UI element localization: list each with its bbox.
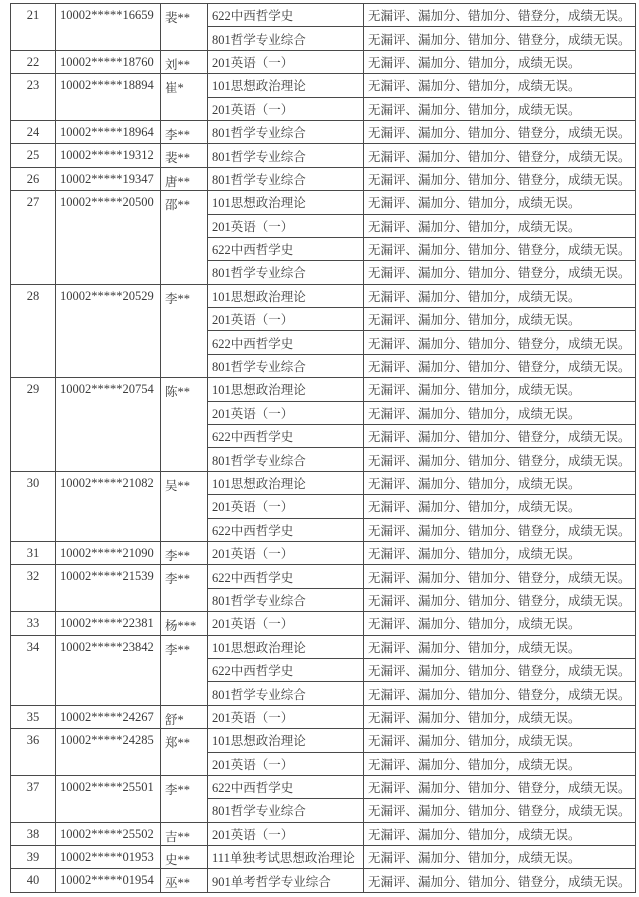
- table-row: [11, 635, 636, 658]
- review-result-cell: 无漏评、漏加分、错加分、错登分，成绩无误。: [364, 775, 636, 798]
- subject-cell: 622中西哲学史: [208, 658, 364, 681]
- review-result-cell: 无漏评、漏加分、错加分、错登分，成绩无误。: [364, 331, 636, 354]
- review-result-cell: 无漏评、漏加分、错加分、错登分，成绩无误。: [364, 144, 636, 167]
- table-row: [11, 612, 636, 635]
- subject-cell: 201英语（一）: [208, 752, 364, 775]
- candidate-id-cell: 10002*****18964: [56, 120, 161, 143]
- review-result-cell: 无漏评、漏加分、错加分、错登分，成绩无误。: [364, 237, 636, 260]
- candidate-name-cell: 吉**: [161, 822, 208, 845]
- table-row: [11, 869, 636, 892]
- subject-cell: 101思想政治理论: [208, 471, 364, 494]
- subject-cell: 201英语（一）: [208, 97, 364, 120]
- row-number-cell: 24: [11, 120, 56, 143]
- subject-cell: 801哲学专业综合: [208, 167, 364, 190]
- table-row: [11, 50, 636, 73]
- review-result-cell: 无漏评、漏加分、错加分、错登分，成绩无误。: [364, 682, 636, 705]
- subject-cell: 201英语（一）: [208, 308, 364, 331]
- review-result-cell: 无漏评、漏加分、错加分、错登分，成绩无误。: [364, 167, 636, 190]
- subject-cell: 101思想政治理论: [208, 378, 364, 401]
- review-result-cell: 无漏评、漏加分、错加分，成绩无误。: [364, 822, 636, 845]
- candidate-name-cell: 李**: [161, 775, 208, 822]
- subject-cell: 622中西哲学史: [208, 518, 364, 541]
- table-row: [11, 822, 636, 845]
- subject-cell: 201英语（一）: [208, 495, 364, 518]
- subject-cell: 622中西哲学史: [208, 331, 364, 354]
- table-row: [11, 775, 636, 798]
- subject-cell: 201英语（一）: [208, 541, 364, 564]
- row-number-cell: 32: [11, 565, 56, 612]
- table-row: [11, 378, 636, 401]
- review-result-cell: 无漏评、漏加分、错加分，成绩无误。: [364, 846, 636, 869]
- row-number-cell: 23: [11, 74, 56, 121]
- subject-cell: 101思想政治理论: [208, 191, 364, 214]
- row-number-cell: 35: [11, 705, 56, 728]
- table-row: [11, 4, 636, 27]
- review-result-cell: 无漏评、漏加分、错加分，成绩无误。: [364, 97, 636, 120]
- review-result-cell: 无漏评、漏加分、错加分、错登分，成绩无误。: [364, 658, 636, 681]
- review-result-cell: 无漏评、漏加分、错加分、错登分，成绩无误。: [364, 565, 636, 588]
- subject-cell: 801哲学专业综合: [208, 120, 364, 143]
- candidate-id-cell: 10002*****25502: [56, 822, 161, 845]
- table-row: [11, 167, 636, 190]
- subject-cell: 622中西哲学史: [208, 775, 364, 798]
- subject-cell: 201英语（一）: [208, 50, 364, 73]
- review-result-cell: 无漏评、漏加分、错加分、错登分，成绩无误。: [364, 120, 636, 143]
- review-result-cell: 无漏评、漏加分、错加分，成绩无误。: [364, 378, 636, 401]
- review-result-cell: 无漏评、漏加分、错加分、错登分，成绩无误。: [364, 448, 636, 471]
- subject-cell: 801哲学专业综合: [208, 588, 364, 611]
- review-result-cell: 无漏评、漏加分、错加分、错登分，成绩无误。: [364, 869, 636, 892]
- candidate-name-cell: 裴**: [161, 144, 208, 167]
- subject-cell: 801哲学专业综合: [208, 354, 364, 377]
- subject-cell: 101思想政治理论: [208, 635, 364, 658]
- review-result-cell: 无漏评、漏加分、错加分，成绩无误。: [364, 541, 636, 564]
- candidate-name-cell: 吴**: [161, 471, 208, 541]
- table-row: [11, 284, 636, 307]
- candidate-name-cell: 杨***: [161, 612, 208, 635]
- candidate-id-cell: 10002*****21082: [56, 471, 161, 541]
- row-number-cell: 30: [11, 471, 56, 541]
- review-result-cell: 无漏评、漏加分、错加分、错登分，成绩无误。: [364, 27, 636, 50]
- candidate-id-cell: 10002*****18894: [56, 74, 161, 121]
- row-number-cell: 33: [11, 612, 56, 635]
- candidate-id-cell: 10002*****21539: [56, 565, 161, 612]
- review-result-cell: 无漏评、漏加分、错加分，成绩无误。: [364, 74, 636, 97]
- review-result-cell: 无漏评、漏加分、错加分、错登分，成绩无误。: [364, 261, 636, 284]
- review-result-cell: 无漏评、漏加分、错加分、错登分，成绩无误。: [364, 425, 636, 448]
- candidate-name-cell: 郑**: [161, 729, 208, 776]
- review-result-cell: 无漏评、漏加分、错加分，成绩无误。: [364, 729, 636, 752]
- subject-cell: 101思想政治理论: [208, 284, 364, 307]
- review-result-cell: 无漏评、漏加分、错加分，成绩无误。: [364, 308, 636, 331]
- row-number-cell: 25: [11, 144, 56, 167]
- table-row: [11, 541, 636, 564]
- row-number-cell: 28: [11, 284, 56, 378]
- subject-cell: 101思想政治理论: [208, 729, 364, 752]
- review-result-cell: 无漏评、漏加分、错加分，成绩无误。: [364, 191, 636, 214]
- subject-cell: 801哲学专业综合: [208, 27, 364, 50]
- table-row: [11, 120, 636, 143]
- candidate-id-cell: 10002*****21090: [56, 541, 161, 564]
- candidate-id-cell: 10002*****24267: [56, 705, 161, 728]
- candidate-id-cell: 10002*****16659: [56, 4, 161, 51]
- candidate-name-cell: 李**: [161, 120, 208, 143]
- subject-cell: 801哲学专业综合: [208, 799, 364, 822]
- candidate-id-cell: 10002*****18760: [56, 50, 161, 73]
- candidate-name-cell: 李**: [161, 284, 208, 378]
- score-review-table: [10, 3, 636, 893]
- review-result-cell: 无漏评、漏加分、错加分、错登分，成绩无误。: [364, 799, 636, 822]
- review-result-cell: 无漏评、漏加分、错加分，成绩无误。: [364, 50, 636, 73]
- candidate-id-cell: 10002*****22381: [56, 612, 161, 635]
- table-row: [11, 729, 636, 752]
- review-result-cell: 无漏评、漏加分、错加分，成绩无误。: [364, 214, 636, 237]
- subject-cell: 201英语（一）: [208, 822, 364, 845]
- subject-cell: 801哲学专业综合: [208, 144, 364, 167]
- review-result-cell: 无漏评、漏加分、错加分，成绩无误。: [364, 495, 636, 518]
- review-result-cell: 无漏评、漏加分、错加分，成绩无误。: [364, 612, 636, 635]
- row-number-cell: 36: [11, 729, 56, 776]
- subject-cell: 201英语（一）: [208, 401, 364, 424]
- review-result-cell: 无漏评、漏加分、错加分、错登分，成绩无误。: [364, 4, 636, 27]
- candidate-id-cell: 10002*****20529: [56, 284, 161, 378]
- subject-cell: 111单独考试思想政治理论: [208, 846, 364, 869]
- table-row: [11, 846, 636, 869]
- row-number-cell: 31: [11, 541, 56, 564]
- row-number-cell: 38: [11, 822, 56, 845]
- subject-cell: 101思想政治理论: [208, 74, 364, 97]
- candidate-name-cell: 史**: [161, 846, 208, 869]
- candidate-name-cell: 陈**: [161, 378, 208, 472]
- review-result-cell: 无漏评、漏加分、错加分，成绩无误。: [364, 705, 636, 728]
- candidate-id-cell: 10002*****25501: [56, 775, 161, 822]
- candidate-name-cell: 刘**: [161, 50, 208, 73]
- candidate-name-cell: 李**: [161, 541, 208, 564]
- candidate-id-cell: 10002*****24285: [56, 729, 161, 776]
- review-result-cell: 无漏评、漏加分、错加分、错登分，成绩无误。: [364, 354, 636, 377]
- candidate-id-cell: 10002*****20500: [56, 191, 161, 285]
- review-result-cell: 无漏评、漏加分、错加分，成绩无误。: [364, 635, 636, 658]
- subject-cell: 801哲学专业综合: [208, 261, 364, 284]
- candidate-id-cell: 10002*****01954: [56, 869, 161, 892]
- candidate-id-cell: 10002*****23842: [56, 635, 161, 705]
- row-number-cell: 39: [11, 846, 56, 869]
- subject-cell: 622中西哲学史: [208, 565, 364, 588]
- review-result-cell: 无漏评、漏加分、错加分，成绩无误。: [364, 284, 636, 307]
- table-body: [11, 4, 636, 893]
- row-number-cell: 21: [11, 4, 56, 51]
- candidate-id-cell: 10002*****20754: [56, 378, 161, 472]
- subject-cell: 201英语（一）: [208, 705, 364, 728]
- subject-cell: 801哲学专业综合: [208, 682, 364, 705]
- candidate-id-cell: 10002*****19312: [56, 144, 161, 167]
- row-number-cell: 22: [11, 50, 56, 73]
- row-number-cell: 40: [11, 869, 56, 892]
- review-result-cell: 无漏评、漏加分、错加分，成绩无误。: [364, 471, 636, 494]
- candidate-name-cell: 裴**: [161, 4, 208, 51]
- candidate-name-cell: 李**: [161, 635, 208, 705]
- review-result-cell: 无漏评、漏加分、错加分、错登分，成绩无误。: [364, 518, 636, 541]
- candidate-name-cell: 李**: [161, 565, 208, 612]
- subject-cell: 801哲学专业综合: [208, 448, 364, 471]
- review-result-cell: 无漏评、漏加分、错加分，成绩无误。: [364, 752, 636, 775]
- table-row: [11, 705, 636, 728]
- subject-cell: 201英语（一）: [208, 214, 364, 237]
- candidate-name-cell: 崔*: [161, 74, 208, 121]
- candidate-name-cell: 唐**: [161, 167, 208, 190]
- row-number-cell: 37: [11, 775, 56, 822]
- candidate-id-cell: 10002*****19347: [56, 167, 161, 190]
- candidate-name-cell: 邵**: [161, 191, 208, 285]
- row-number-cell: 26: [11, 167, 56, 190]
- subject-cell: 622中西哲学史: [208, 425, 364, 448]
- subject-cell: 622中西哲学史: [208, 237, 364, 260]
- review-result-cell: 无漏评、漏加分、错加分、错登分，成绩无误。: [364, 588, 636, 611]
- row-number-cell: 29: [11, 378, 56, 472]
- candidate-id-cell: 10002*****01953: [56, 846, 161, 869]
- subject-cell: 622中西哲学史: [208, 4, 364, 27]
- table-row: [11, 471, 636, 494]
- table-row: [11, 144, 636, 167]
- row-number-cell: 27: [11, 191, 56, 285]
- subject-cell: 901单考哲学专业综合: [208, 869, 364, 892]
- candidate-name-cell: 舒*: [161, 705, 208, 728]
- subject-cell: 201英语（一）: [208, 612, 364, 635]
- review-result-cell: 无漏评、漏加分、错加分，成绩无误。: [364, 401, 636, 424]
- candidate-name-cell: 巫**: [161, 869, 208, 892]
- table-row: [11, 74, 636, 97]
- table-row: [11, 191, 636, 214]
- row-number-cell: 34: [11, 635, 56, 705]
- table-row: [11, 565, 636, 588]
